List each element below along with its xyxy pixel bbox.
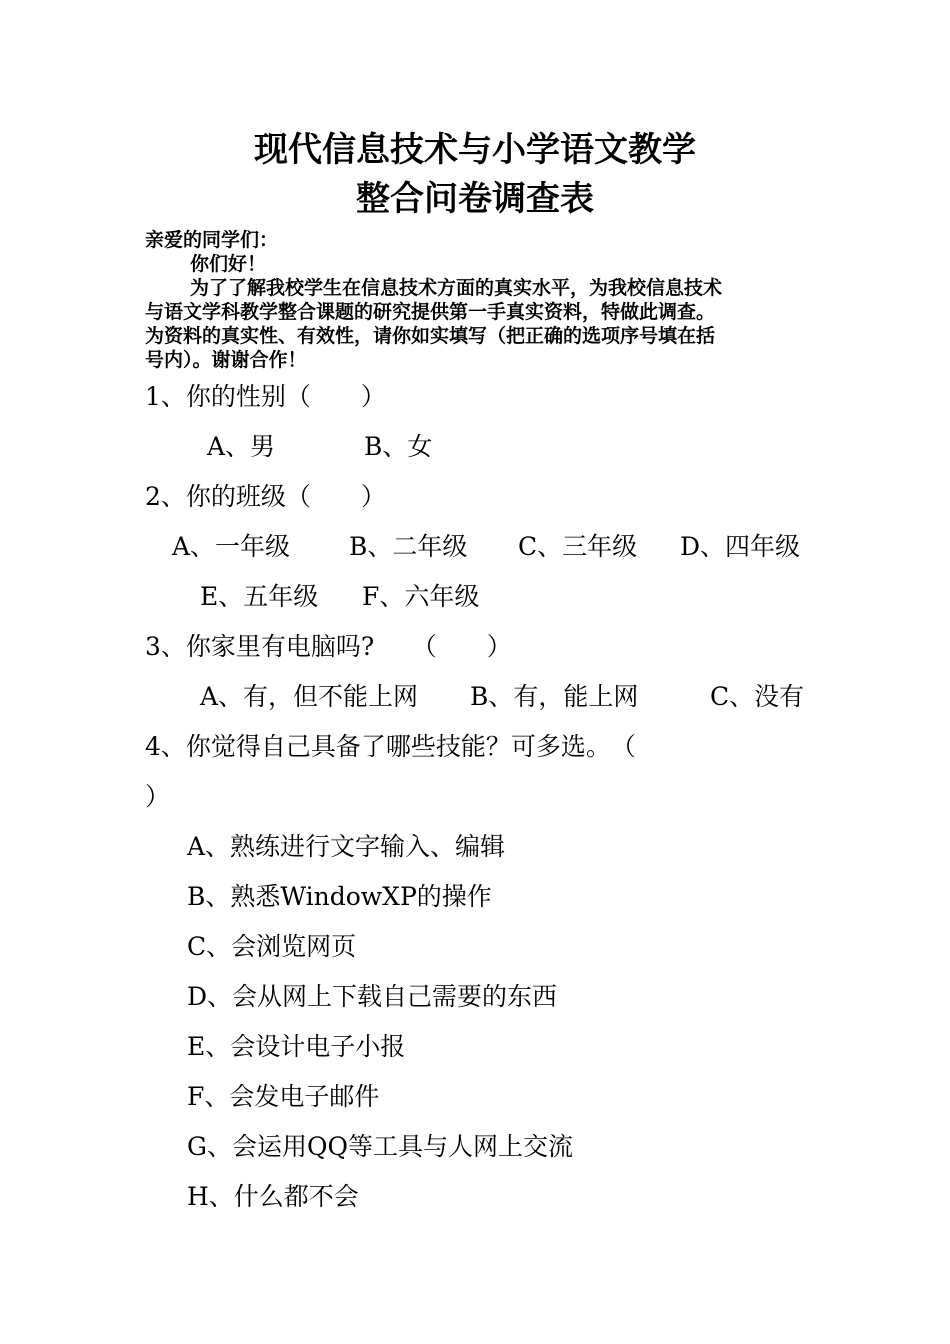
document-title-line2: 整合问卷调查表	[356, 179, 594, 219]
question-4-option-h: H、什么都不会	[187, 1182, 359, 1211]
question-4-option-a: A、熟练进行文字输入、编辑	[187, 832, 506, 861]
question-4: 4、你觉得自己具备了哪些技能？可多选。 （	[145, 732, 636, 761]
question-2-option-d: D、四年级	[680, 532, 801, 561]
intro-paragraph-line: 为资料的真实性、有效性，请你如实填写（把正确的选项序号填在括	[145, 325, 716, 347]
question-2-option-f: F、六年级	[362, 582, 480, 611]
intro-paragraph-line: 为了了解我校学生在信息技术方面的真实水平，为我校信息技术	[190, 277, 723, 299]
question-4-option-e: E、会设计电子小报	[187, 1032, 406, 1061]
question-2-option-a: A、一年级	[172, 532, 291, 561]
intro-paragraph-line: 与语文学科教学整合课题的研究提供第一手真实资料，特做此调查。	[145, 301, 716, 323]
question-4-option-b: B、熟悉WindowXP的操作	[187, 882, 492, 911]
intro-paragraph-line: 号内）。谢谢合作！	[145, 349, 307, 371]
question-4-option-c: C、会浏览网页	[187, 932, 357, 961]
question-1-option-a: A、男	[207, 432, 276, 461]
question-1-option-b: B、女	[364, 432, 433, 461]
question-2-option-e: E、五年级	[200, 582, 319, 611]
question-4-bracket-close: ）	[145, 782, 171, 811]
question-3-option-c: C、没有	[710, 682, 805, 711]
question-1: 1、你的性别（ ）	[145, 382, 386, 411]
greeting: 你们好！	[190, 253, 267, 275]
question-3-option-a: A、有，但不能上网	[200, 682, 419, 711]
question-3: 3、你家里有电脑吗? （ ）	[145, 632, 512, 661]
question-2: 2、你的班级（ ）	[145, 482, 386, 511]
document-title-line1: 现代信息技术与小学语文教学	[254, 130, 696, 170]
question-3-option-b: B、有，能上网	[470, 682, 639, 711]
salutation: 亲爱的同学们：	[145, 229, 279, 251]
question-4-option-f: F、会发电子邮件	[187, 1082, 380, 1111]
question-2-option-b: B、二年级	[349, 532, 468, 561]
question-4-option-g: G、会运用QQ等工具与人网上交流	[187, 1132, 573, 1161]
question-4-option-d: D、会从网上下载自己需要的东西	[187, 982, 558, 1011]
question-2-option-c: C、三年级	[518, 532, 638, 561]
